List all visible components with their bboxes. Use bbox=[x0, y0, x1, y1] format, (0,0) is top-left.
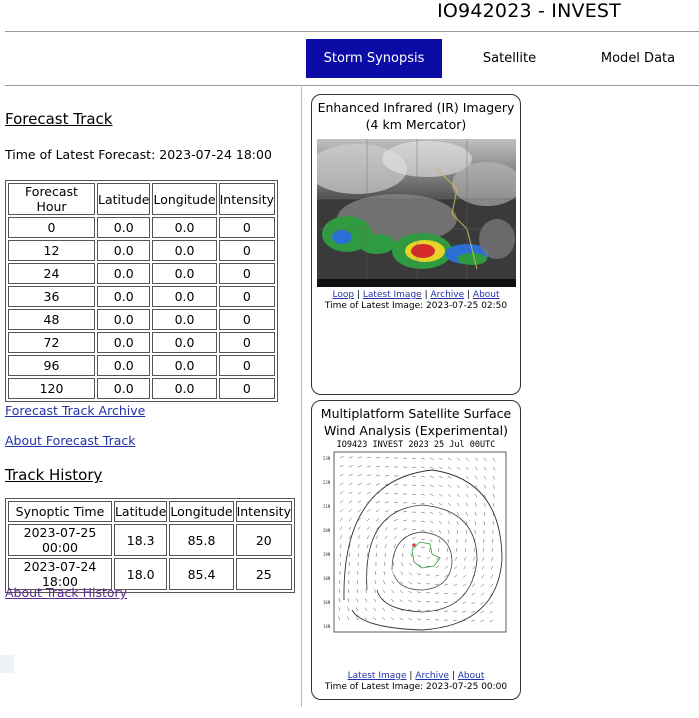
table-header-row bbox=[8, 501, 292, 522]
track-history-heading: Track History bbox=[5, 466, 103, 484]
tab-model-data[interactable]: Model Data bbox=[600, 51, 676, 66]
wind-analysis-panel bbox=[311, 400, 521, 700]
tab-satellite[interactable]: Satellite bbox=[482, 51, 537, 66]
table-cell: 0 bbox=[219, 240, 275, 261]
about-track-history-link[interactable]: About Track History bbox=[5, 585, 128, 600]
svg-text:18N: 18N bbox=[323, 576, 331, 581]
latest-forecast-time: Time of Latest Forecast: 2023-07-24 18:00 bbox=[5, 147, 272, 162]
svg-text:19N: 19N bbox=[323, 552, 331, 557]
table-row bbox=[8, 355, 275, 376]
column-divider bbox=[301, 87, 302, 707]
loop-link[interactable]: Loop bbox=[332, 290, 355, 300]
table-cell: 0.0 bbox=[152, 355, 216, 376]
ir-latest-image-time: Time of Latest Image: 2023-07-25 02:50 bbox=[324, 301, 508, 311]
table-cell: 24 bbox=[8, 263, 95, 284]
table-cell: 0.0 bbox=[152, 286, 216, 307]
table-cell: 12 bbox=[8, 240, 95, 261]
table-row bbox=[8, 524, 292, 556]
ir-satellite-image[interactable] bbox=[317, 139, 516, 287]
table-cell: 0.0 bbox=[152, 332, 216, 353]
table-cell: 96 bbox=[8, 355, 95, 376]
table-cell: 0.0 bbox=[152, 309, 216, 330]
table-cell: 0.0 bbox=[152, 263, 216, 284]
page-title: IO942023 - INVEST bbox=[437, 0, 621, 22]
table-cell: 0 bbox=[219, 378, 275, 399]
ir-imagery-panel bbox=[311, 94, 521, 395]
table-cell: 0 bbox=[219, 355, 275, 376]
sidebar-edge-shade bbox=[0, 655, 14, 673]
svg-text:14N: 14N bbox=[323, 624, 331, 629]
table-cell: 0.0 bbox=[97, 263, 150, 284]
table-cell: 48 bbox=[8, 309, 95, 330]
wind-chart-header: IO9423 INVEST 2023 25 Jul 00UTC bbox=[336, 440, 496, 450]
forecast-track-archive-link[interactable]: Forecast Track Archive bbox=[5, 403, 146, 418]
table-row bbox=[8, 217, 275, 238]
column-header: Latitude bbox=[114, 501, 167, 522]
table-cell: 0 bbox=[219, 217, 275, 238]
forecast-track-table bbox=[5, 180, 278, 402]
archive-link[interactable]: Archive bbox=[415, 671, 449, 681]
table-cell: 0.0 bbox=[97, 217, 150, 238]
table-cell: 72 bbox=[8, 332, 95, 353]
table-cell: 0.0 bbox=[97, 309, 150, 330]
wind-panel-links: Latest Image | Archive | About bbox=[347, 671, 485, 681]
column-header: Longitude bbox=[169, 501, 233, 522]
table-cell: 0 bbox=[219, 286, 275, 307]
latest-image-link[interactable]: Latest Image bbox=[347, 671, 407, 681]
table-cell: 36 bbox=[8, 286, 95, 307]
archive-link[interactable]: Archive bbox=[430, 290, 465, 300]
table-cell: 0 bbox=[219, 309, 275, 330]
column-header: Latitude bbox=[97, 183, 150, 215]
table-row bbox=[8, 263, 275, 284]
wind-latest-image-time: Time of Latest Image: 2023-07-25 00:00 bbox=[324, 682, 508, 692]
tab-storm-synopsis[interactable]: Storm Synopsis bbox=[306, 39, 442, 78]
column-header: Forecast Hour bbox=[8, 183, 95, 215]
table-row bbox=[8, 378, 275, 399]
table-row bbox=[8, 240, 275, 261]
svg-text:23N: 23N bbox=[323, 456, 331, 461]
table-header-row bbox=[8, 183, 275, 215]
table-cell: 0.0 bbox=[152, 240, 216, 261]
table-cell: 120 bbox=[8, 378, 95, 399]
table-cell: 0.0 bbox=[97, 378, 150, 399]
table-cell: 18.3 bbox=[114, 524, 167, 556]
track-history-table bbox=[5, 498, 295, 593]
tab-divider bbox=[5, 85, 699, 86]
ir-panel-title: Enhanced Infrared (IR) Imagery (4 km Mercator) bbox=[317, 100, 515, 132]
ir-panel-links: Loop | Latest Image | Archive | About bbox=[332, 290, 500, 300]
table-row bbox=[8, 286, 275, 307]
table-cell: 0 bbox=[8, 217, 95, 238]
table-cell: 0 bbox=[219, 263, 275, 284]
table-cell: 25 bbox=[236, 558, 292, 590]
table-row bbox=[8, 332, 275, 353]
column-header: Intensity bbox=[236, 501, 292, 522]
column-header: Synoptic Time bbox=[8, 501, 112, 522]
table-cell: 85.8 bbox=[169, 524, 233, 556]
column-header: Longitude bbox=[152, 183, 216, 215]
column-header: Intensity bbox=[219, 183, 275, 215]
table-cell: 18.0 bbox=[114, 558, 167, 590]
svg-text:16N: 16N bbox=[323, 600, 331, 605]
svg-text:21N: 21N bbox=[323, 504, 331, 509]
table-row bbox=[8, 309, 275, 330]
tab-bar bbox=[306, 39, 699, 78]
table-cell: 0.0 bbox=[97, 286, 150, 307]
table-cell: 0.0 bbox=[97, 355, 150, 376]
latest-image-link[interactable]: Latest Image bbox=[362, 290, 422, 300]
table-cell: 0.0 bbox=[152, 217, 216, 238]
about-link[interactable]: About bbox=[457, 671, 485, 681]
about-forecast-track-link[interactable]: About Forecast Track bbox=[5, 433, 136, 448]
table-cell: 0.0 bbox=[97, 332, 150, 353]
wind-panel-title: Multiplatform Satellite Surface Wind Analysis (Experimental) bbox=[320, 406, 512, 438]
table-cell: 20 bbox=[236, 524, 292, 556]
table-cell: 0.0 bbox=[97, 240, 150, 261]
table-cell: 2023-07-25 00:00 bbox=[8, 524, 112, 556]
table-cell: 0.0 bbox=[152, 378, 216, 399]
forecast-track-heading: Forecast Track bbox=[5, 110, 113, 128]
header-divider bbox=[5, 31, 699, 32]
wind-analysis-image[interactable] bbox=[322, 450, 510, 668]
about-link[interactable]: About bbox=[472, 290, 500, 300]
svg-text:20N: 20N bbox=[323, 528, 331, 533]
svg-text:22N: 22N bbox=[323, 480, 331, 485]
table-cell: 85.4 bbox=[169, 558, 233, 590]
table-cell: 0 bbox=[219, 332, 275, 353]
table-cell: 2023-07-24 18:00 bbox=[8, 558, 112, 590]
